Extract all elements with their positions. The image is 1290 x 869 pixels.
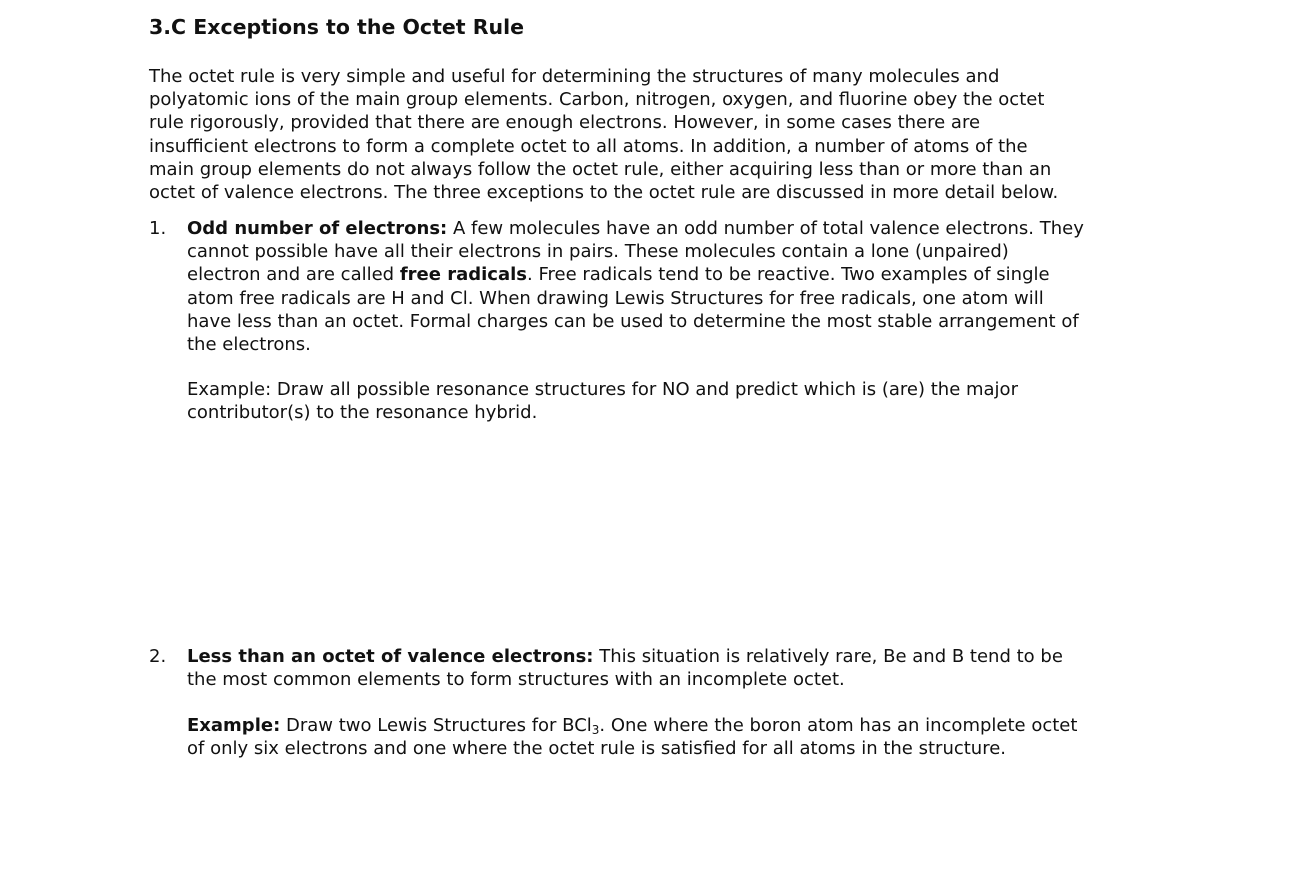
intro-line: octet of valence electrons. The three exceptions to the octet rule are discussed in more detail below.	[149, 182, 1059, 204]
item1-line3	[187, 263, 1147, 286]
item1-example-line2: contributor(s) to the resonance hybrid.	[187, 402, 538, 424]
free-radicals-term: free radicals	[399, 264, 527, 286]
item2-line1	[187, 645, 1147, 668]
item2-line2: the most common elements to form structures with an incomplete octet.	[187, 669, 845, 691]
section-heading: 3.C Exceptions to the Octet Rule	[149, 15, 525, 39]
list-number-2: 2.	[149, 646, 167, 667]
item1-line4: atom free radicals are H and Cl. When drawing Lewis Structures for free radicals, one atom will	[187, 287, 1044, 309]
item2-example-start: Draw two Lewis Structures for BCl	[280, 715, 592, 736]
item1-line1-rest: A few molecules have an odd number of total valence electrons. They	[447, 218, 1084, 239]
intro-line: polyatomic ions of the main group elements. Carbon, nitrogen, oxygen, and fluorine obey the octet	[149, 89, 1045, 111]
item2-line1-rest: This situation is relatively rare, Be and B tend to be	[593, 646, 1063, 667]
intro-line: insufficient electrons to form a complete octet to all atoms. In addition, a number of atoms of the	[149, 135, 1028, 157]
item1-line1	[187, 217, 1147, 240]
item1-line6: the electrons.	[187, 334, 311, 356]
item1-line5: have less than an octet. Formal charges can be used to determine the most stable arrangement of	[187, 310, 1079, 332]
item1-example-line1: Example: Draw all possible resonance structures for NO and predict which is (are) the major	[187, 379, 1018, 400]
intro-line: main group elements do not always follow the octet rule, either acquiring less than or more than an	[149, 158, 1052, 180]
list-number-1: 1.	[149, 218, 167, 239]
item1-bold-lead: Odd number of electrons:	[187, 218, 448, 239]
item2-example-rest: . One where the boron atom has an incomplete octet	[599, 715, 1078, 736]
item2-bold-lead: Less than an octet of valence electrons:	[187, 646, 594, 667]
intro-line: The octet rule is very simple and useful for determining the structures of many molecules and	[149, 66, 1000, 87]
item2-example-line1	[187, 714, 1147, 737]
item1-example	[187, 378, 1147, 424]
item2-example-line2: of only six electrons and one where the octet rule is satisfied for all atoms in the structure.	[187, 738, 1007, 760]
item1-line3-rest: . Free radicals tend to be reactive. Two examples of single	[527, 264, 1050, 286]
bcl3-subscript: 3	[591, 723, 600, 737]
item1-line2: cannot possible have all their electrons in pairs. These molecules contain a lone (unpaired)	[187, 241, 1009, 263]
item2-example	[187, 714, 1147, 760]
intro-line: rule rigorously, provided that there are enough electrons. However, in some cases there are	[149, 112, 981, 134]
item1-line3-start: electron and are called	[187, 264, 400, 286]
intro-paragraph	[149, 65, 1139, 204]
item2-example-label: Example:	[187, 715, 281, 736]
list-item-less-than-octet	[187, 645, 1147, 691]
list-item-odd-electrons	[187, 217, 1147, 356]
